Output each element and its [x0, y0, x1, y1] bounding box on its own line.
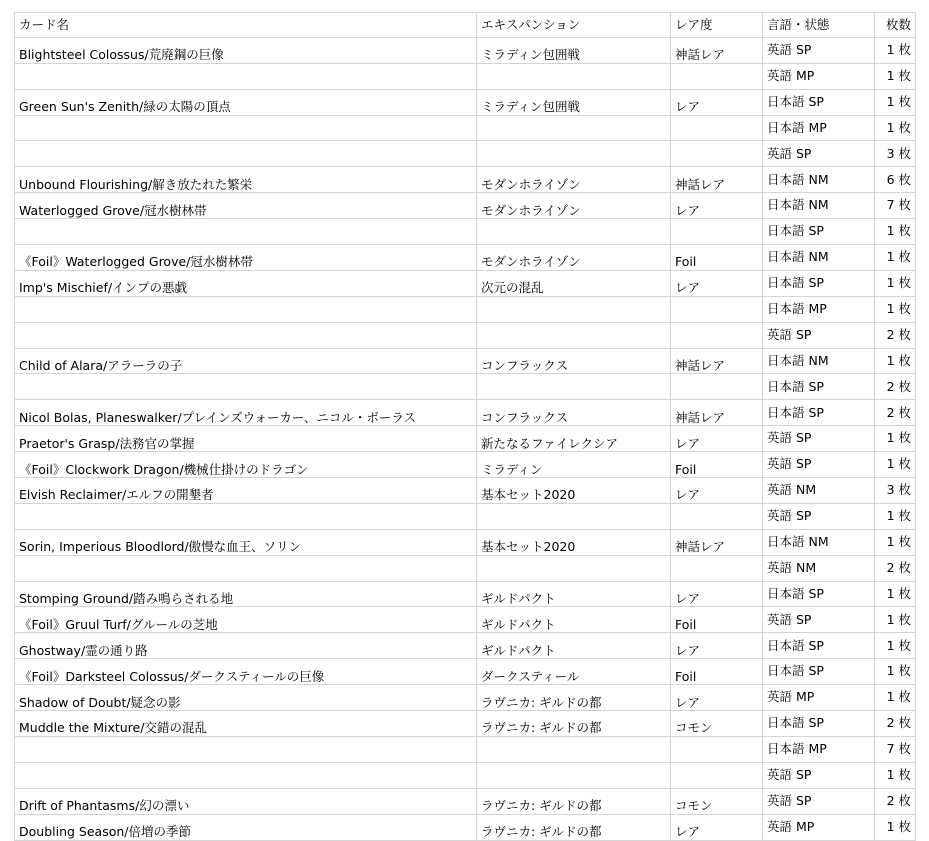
card-name-cell[interactable] [15, 736, 477, 762]
card-name-cell[interactable]: Shadow of Doubt/疑念の影 [15, 685, 477, 711]
quantity-cell[interactable]: 1 枚 [875, 115, 916, 141]
rarity-cell[interactable] [671, 762, 763, 788]
quantity-cell[interactable]: 2 枚 [875, 788, 916, 814]
card-name-cell[interactable] [15, 555, 477, 581]
card-name-cell[interactable]: Praetor's Grasp/法務官の掌握 [15, 426, 477, 452]
quantity-cell[interactable]: 1 枚 [875, 270, 916, 296]
table-row [15, 581, 916, 607]
rarity-cell[interactable]: レア [671, 814, 763, 840]
quantity-cell[interactable]: 3 枚 [875, 478, 916, 504]
table-row [15, 167, 916, 193]
rarity-cell[interactable]: 神話レア [671, 400, 763, 426]
quantity-cell[interactable]: 1 枚 [875, 685, 916, 711]
language-condition-cell[interactable]: 英語 SP [763, 322, 875, 348]
quantity-cell[interactable]: 1 枚 [875, 503, 916, 529]
language-condition-cell[interactable]: 日本語 SP [763, 400, 875, 426]
expansion-cell[interactable]: 基本セット2020 [477, 529, 671, 555]
quantity-cell[interactable]: 1 枚 [875, 762, 916, 788]
expansion-cell[interactable]: モダンホライゾン [477, 245, 671, 271]
table-row [15, 426, 916, 452]
rarity-cell[interactable]: レア [671, 426, 763, 452]
language-condition-cell[interactable]: 日本語 NM [763, 348, 875, 374]
rarity-cell[interactable] [671, 503, 763, 529]
table-row [15, 219, 916, 245]
quantity-cell[interactable]: 6 枚 [875, 167, 916, 193]
quantity-cell[interactable]: 1 枚 [875, 348, 916, 374]
rarity-cell[interactable]: レア [671, 685, 763, 711]
quantity-cell[interactable]: 3 枚 [875, 141, 916, 167]
language-condition-cell[interactable]: 日本語 MP [763, 736, 875, 762]
quantity-cell[interactable]: 1 枚 [875, 89, 916, 115]
language-condition-cell[interactable]: 英語 SP [763, 426, 875, 452]
language-condition-cell[interactable]: 日本語 SP [763, 270, 875, 296]
card-name-cell[interactable]: Stomping Ground/踏み鳴らされる地 [15, 581, 477, 607]
expansion-cell[interactable]: ギルドパクト [477, 633, 671, 659]
card-name-cell[interactable]: Blightsteel Colossus/荒廃鋼の巨像 [15, 37, 477, 63]
language-condition-cell[interactable]: 英語 SP [763, 607, 875, 633]
language-condition-cell[interactable]: 英語 SP [763, 503, 875, 529]
expansion-cell[interactable]: モダンホライゾン [477, 167, 671, 193]
expansion-cell[interactable]: ミラディン包囲戦 [477, 89, 671, 115]
table-row [15, 400, 916, 426]
table-row [15, 141, 916, 167]
quantity-cell[interactable]: 1 枚 [875, 633, 916, 659]
quantity-cell[interactable]: 1 枚 [875, 529, 916, 555]
rarity-cell[interactable]: Foil [671, 607, 763, 633]
card-name-cell[interactable]: Doubling Season/倍増の季節 [15, 814, 477, 840]
language-condition-cell[interactable]: 英語 SP [763, 37, 875, 63]
header-language-condition[interactable]: 言語・状態 [763, 13, 875, 38]
table-body [15, 37, 916, 840]
card-name-cell[interactable]: 《Foil》Gruul Turf/グルールの芝地 [15, 607, 477, 633]
card-name-cell[interactable] [15, 322, 477, 348]
rarity-cell[interactable]: レア [671, 89, 763, 115]
card-name-cell[interactable]: 《Foil》Darksteel Colossus/ダークスティールの巨像 [15, 659, 477, 685]
table-row [15, 322, 916, 348]
language-condition-cell[interactable]: 英語 NM [763, 478, 875, 504]
rarity-cell[interactable] [671, 736, 763, 762]
card-name-cell[interactable] [15, 63, 477, 89]
language-condition-cell[interactable]: 英語 SP [763, 788, 875, 814]
quantity-cell[interactable]: 7 枚 [875, 193, 916, 219]
quantity-cell[interactable]: 1 枚 [875, 581, 916, 607]
header-expansion[interactable]: エキスパンション [477, 13, 671, 38]
table-row [15, 736, 916, 762]
quantity-cell[interactable]: 7 枚 [875, 736, 916, 762]
quantity-cell[interactable]: 1 枚 [875, 814, 916, 840]
language-condition-cell[interactable]: 日本語 SP [763, 219, 875, 245]
header-quantity[interactable]: 枚数 [875, 13, 916, 38]
card-name-cell[interactable]: Imp's Mischief/インプの悪戯 [15, 270, 477, 296]
card-name-cell[interactable]: Nicol Bolas, Planeswalker/プレインズウォーカー、ニコル・ボーラス [15, 400, 477, 426]
card-name-cell[interactable]: Child of Alara/アラーラの子 [15, 348, 477, 374]
language-condition-cell[interactable]: 英語 SP [763, 452, 875, 478]
language-condition-cell[interactable]: 日本語 SP [763, 711, 875, 737]
rarity-cell[interactable] [671, 63, 763, 89]
language-condition-cell[interactable]: 英語 SP [763, 141, 875, 167]
expansion-cell[interactable] [477, 503, 671, 529]
quantity-cell[interactable]: 1 枚 [875, 37, 916, 63]
rarity-cell[interactable] [671, 219, 763, 245]
expansion-cell[interactable]: ダークスティール [477, 659, 671, 685]
language-condition-cell[interactable]: 日本語 NM [763, 529, 875, 555]
rarity-cell[interactable]: 神話レア [671, 37, 763, 63]
expansion-cell[interactable] [477, 374, 671, 400]
table-row [15, 245, 916, 271]
table-row [15, 37, 916, 63]
rarity-cell[interactable] [671, 141, 763, 167]
table-row [15, 89, 916, 115]
expansion-cell[interactable]: コンフラックス [477, 400, 671, 426]
expansion-cell[interactable]: コンフラックス [477, 348, 671, 374]
card-name-cell[interactable] [15, 296, 477, 322]
card-name-cell[interactable]: Ghostway/霊の通り路 [15, 633, 477, 659]
quantity-cell[interactable]: 2 枚 [875, 711, 916, 737]
quantity-cell[interactable]: 1 枚 [875, 452, 916, 478]
table-row [15, 555, 916, 581]
card-name-cell[interactable]: Muddle the Mixture/交錯の混乱 [15, 711, 477, 737]
table-row [15, 270, 916, 296]
expansion-cell[interactable] [477, 322, 671, 348]
table-row [15, 193, 916, 219]
rarity-cell[interactable] [671, 322, 763, 348]
quantity-cell[interactable]: 1 枚 [875, 245, 916, 271]
rarity-cell[interactable]: レア [671, 581, 763, 607]
card-name-cell[interactable]: Drift of Phantasms/幻の漂い [15, 788, 477, 814]
quantity-cell[interactable]: 2 枚 [875, 555, 916, 581]
table-row [15, 529, 916, 555]
table-row [15, 659, 916, 685]
language-condition-cell[interactable]: 英語 SP [763, 762, 875, 788]
header-card-name[interactable]: カード名 [15, 13, 477, 38]
rarity-cell[interactable] [671, 296, 763, 322]
language-condition-cell[interactable]: 日本語 NM [763, 245, 875, 271]
rarity-cell[interactable]: レア [671, 193, 763, 219]
expansion-cell[interactable]: モダンホライゾン [477, 193, 671, 219]
language-condition-cell[interactable]: 英語 NM [763, 555, 875, 581]
card-name-cell[interactable] [15, 115, 477, 141]
table-row [15, 63, 916, 89]
expansion-cell[interactable]: ラヴニカ: ギルドの都 [477, 685, 671, 711]
rarity-cell[interactable]: Foil [671, 452, 763, 478]
expansion-cell[interactable] [477, 762, 671, 788]
language-condition-cell[interactable]: 日本語 NM [763, 193, 875, 219]
quantity-cell[interactable]: 1 枚 [875, 296, 916, 322]
table-row [15, 633, 916, 659]
expansion-cell[interactable] [477, 736, 671, 762]
expansion-cell[interactable] [477, 555, 671, 581]
language-condition-cell[interactable]: 日本語 SP [763, 633, 875, 659]
card-name-cell[interactable]: Waterlogged Grove/冠水樹林帯 [15, 193, 477, 219]
card-name-cell[interactable] [15, 503, 477, 529]
rarity-cell[interactable]: Foil [671, 659, 763, 685]
expansion-cell[interactable] [477, 296, 671, 322]
quantity-cell[interactable]: 1 枚 [875, 607, 916, 633]
expansion-cell[interactable]: ミラディン包囲戦 [477, 37, 671, 63]
expansion-cell[interactable]: ラヴニカ: ギルドの都 [477, 814, 671, 840]
card-name-cell[interactable]: 《Foil》Waterlogged Grove/冠水樹林帯 [15, 245, 477, 271]
quantity-cell[interactable]: 1 枚 [875, 63, 916, 89]
table-row [15, 711, 916, 737]
rarity-cell[interactable]: レア [671, 633, 763, 659]
expansion-cell[interactable]: ギルドパクト [477, 581, 671, 607]
table-row [15, 762, 916, 788]
language-condition-cell[interactable]: 日本語 NM [763, 167, 875, 193]
header-row [15, 13, 916, 38]
table-row [15, 478, 916, 504]
card-name-cell[interactable]: Sorin, Imperious Bloodlord/傲慢な血王、ソリン [15, 529, 477, 555]
expansion-cell[interactable]: 次元の混乱 [477, 270, 671, 296]
language-condition-cell[interactable]: 日本語 SP [763, 659, 875, 685]
table-row [15, 503, 916, 529]
rarity-cell[interactable]: 神話レア [671, 167, 763, 193]
card-name-cell[interactable] [15, 141, 477, 167]
rarity-cell[interactable] [671, 115, 763, 141]
rarity-cell[interactable]: 神話レア [671, 348, 763, 374]
card-name-cell[interactable]: Elvish Reclaimer/エルフの開墾者 [15, 478, 477, 504]
expansion-cell[interactable]: 新たなるファイレクシア [477, 426, 671, 452]
table-row [15, 814, 916, 840]
quantity-cell[interactable]: 2 枚 [875, 374, 916, 400]
card-name-cell[interactable]: Unbound Flourishing/解き放たれた繁栄 [15, 167, 477, 193]
language-condition-cell[interactable]: 英語 MP [763, 685, 875, 711]
expansion-cell[interactable] [477, 219, 671, 245]
card-name-cell[interactable]: Green Sun's Zenith/緑の太陽の頂点 [15, 89, 477, 115]
table-row [15, 452, 916, 478]
rarity-cell[interactable]: レア [671, 478, 763, 504]
expansion-cell[interactable]: ラヴニカ: ギルドの都 [477, 788, 671, 814]
rarity-cell[interactable]: Foil [671, 245, 763, 271]
expansion-cell[interactable] [477, 141, 671, 167]
rarity-cell[interactable]: コモン [671, 711, 763, 737]
card-name-cell[interactable] [15, 762, 477, 788]
rarity-cell[interactable] [671, 555, 763, 581]
language-condition-cell[interactable]: 日本語 SP [763, 374, 875, 400]
rarity-cell[interactable] [671, 374, 763, 400]
card-name-cell[interactable] [15, 219, 477, 245]
expansion-cell[interactable]: ギルドパクト [477, 607, 671, 633]
table-row [15, 607, 916, 633]
language-condition-cell[interactable]: 英語 MP [763, 63, 875, 89]
rarity-cell[interactable]: レア [671, 270, 763, 296]
table-row [15, 115, 916, 141]
rarity-cell[interactable]: コモン [671, 788, 763, 814]
expansion-cell[interactable]: 基本セット2020 [477, 478, 671, 504]
expansion-cell[interactable]: ミラディン [477, 452, 671, 478]
language-condition-cell[interactable]: 日本語 MP [763, 115, 875, 141]
card-name-cell[interactable]: 《Foil》Clockwork Dragon/機械仕掛けのドラゴン [15, 452, 477, 478]
expansion-cell[interactable]: ラヴニカ: ギルドの都 [477, 711, 671, 737]
header-rarity[interactable]: レア度 [671, 13, 763, 38]
table-row [15, 374, 916, 400]
table-row [15, 296, 916, 322]
quantity-cell[interactable]: 1 枚 [875, 659, 916, 685]
language-condition-cell[interactable]: 日本語 MP [763, 296, 875, 322]
table-row [15, 348, 916, 374]
quantity-cell[interactable]: 2 枚 [875, 400, 916, 426]
card-name-cell[interactable] [15, 374, 477, 400]
rarity-cell[interactable]: 神話レア [671, 529, 763, 555]
card-inventory-sheet [14, 12, 915, 841]
expansion-cell[interactable] [477, 63, 671, 89]
table-row [15, 685, 916, 711]
quantity-cell[interactable]: 1 枚 [875, 219, 916, 245]
quantity-cell[interactable]: 1 枚 [875, 426, 916, 452]
card-inventory-table [14, 12, 916, 841]
expansion-cell[interactable] [477, 115, 671, 141]
language-condition-cell[interactable]: 日本語 SP [763, 581, 875, 607]
language-condition-cell[interactable]: 英語 MP [763, 814, 875, 840]
language-condition-cell[interactable]: 日本語 SP [763, 89, 875, 115]
quantity-cell[interactable]: 2 枚 [875, 322, 916, 348]
table-row [15, 788, 916, 814]
